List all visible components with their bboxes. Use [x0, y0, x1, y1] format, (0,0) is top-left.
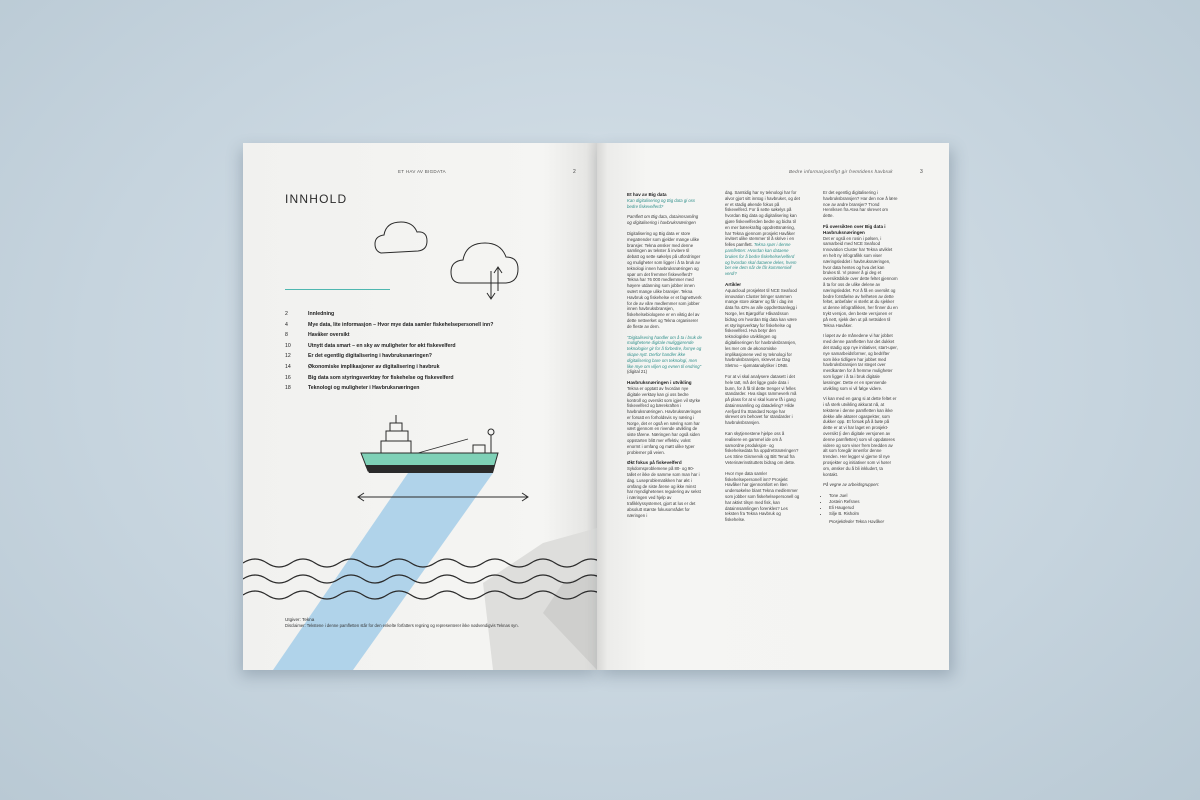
toc-entry[interactable] [285, 351, 585, 362]
cloud-upload-icon [451, 243, 518, 283]
running-head: Bedre informasjonsflyt gir fremtidens havbruk [789, 169, 893, 174]
toc-entry[interactable] [285, 341, 585, 352]
toc-page: 8 [285, 332, 288, 339]
paragraph [725, 190, 800, 277]
toc-divider [285, 289, 390, 290]
paragraph: Tekna er opptatt av hvordan nye digitale verktøy kan gi oss bedre kontroll og oversikt som igjen vil styrke fiskevelferd og bærekraften i havbruksnæringen. Havbruksnæringen er forsatt en forholdsvis ny næring i Norge, det er også en næring som har vært gjennom en rivende utvikling de siste tårene. Næringen har også siden oppstarten blitt mer effektiv, vokst enormt i omfang og møtt ulike typer problemer på veien. [627, 385, 702, 455]
paragraph: For at vi skal analysere datasett i det hele tatt, må det ligge gode data i bunn, for å få til dette trenger vi felles standarder. Hva slags rammeverk må på plass for at vi skal kunne få i gang datainnsamling og datadeling? Hilde Arefjord fra Standard Norge har skrevet om behovet for standarder i havbruksbransjen. [725, 373, 797, 426]
paragraph: Sykdomsproblemene på 80- og 90- tallet er ikke de samme som man har i dag. Luseproblematikken har økt i omfang de siste årene og ikke minst har myndighetenes regulering av sekst i næringen ved hjelp av trafikklyssystemet, gjort at lus er det absolutt største fokusområdet for næringen i [627, 466, 701, 518]
publisher-info [285, 617, 585, 629]
paragraph: Er det egentlig digitalisering i havbruksbransjen? Har den noe å lære noe av andre bransjer? Trond Henriksen fra Atea har skrevet om dette. [823, 190, 898, 219]
toc-entry-title: Utnytt data smart – en sky av muligheter for økt fiskevelferd [308, 342, 456, 349]
quote-text: "Digitalisering handler om å ta i bruk de mulighetene digitale muliggjørende teknologier gir for å forbedre, fornye og skape nytt. Derfor handler ikke digitalisering bare om teknologi, men like mye om viljen og evnen til endring" [627, 334, 702, 369]
toc-entry[interactable] [285, 373, 585, 384]
section-heading: Få oversikten over Big data i Havbruksnæringen [823, 223, 886, 235]
section-heading: Artikler [725, 281, 742, 287]
page-number: 2 [573, 169, 576, 175]
water-beam-shape [273, 473, 493, 670]
toc-entry[interactable] [285, 309, 585, 320]
toc-entry[interactable] [285, 362, 585, 373]
disclaimer-line: Disclaimer: Tekstene i denne pamfletten står for den enkelte forfatters regning og representerer ikke nødvendigvis Teknas syn. [285, 623, 519, 628]
toc-page: 12 [285, 353, 291, 360]
text-column-3 [823, 190, 898, 530]
toc-page: 4 [285, 321, 288, 328]
toc-entry-title: Innledning [308, 311, 335, 317]
cloud-icon-small [375, 222, 427, 253]
paragraph: Digitalisering og Big data er store megatrender som gjelder mange ulike bransjer. Tekna ønsker med denne samlingen av tekster å invitere til debatt og sette søkelys på utfordringer og muligheter som ligger i å ta bruk av teknologi innen havbruksnæringen og spør om det fremmer fiskevelferd? Tekna har 76 000 medlemmer med høyere utdanning som jobber innen svært mange ulike bransjer. Tekna Havbruk og fiskehelse er et fagnettverk for de av våre medlemmer som jobber innen havbruksbransjen, fiskehelsebiologene er en viktig del av dette nettverket og Tekna organiserer de fleste av dem. [627, 230, 702, 329]
pull-quote [627, 335, 702, 376]
toc-entry[interactable] [285, 320, 585, 331]
article-intro: Pamflett om Big data, datainnsamling og digitalisering i havbruksnæringen [627, 214, 699, 226]
author-name: • Jostein Refsnes [829, 499, 898, 505]
paragraph: I løpet av de månedene vi har jobbet med denne pamfletten har det dukket det stadig opp nye initiativer, start-uper, nye samarbeidsformer, og bedrifter som ikke tidligere har jobbet med havbruksbransjen tar steget over merdkanten for å fremme muligheter som ligger i å ta i bruk digitale løsninger. Dette er en spennende utvikling som vi vil følge videre. [823, 333, 898, 391]
author-name: • Eli Haugerud [829, 505, 898, 511]
paragraph: Vi kan med en gang si at dette feltet er i så sterk utvikling akkurat nå, at tekstene i denne pamfletten kan ikke dekke alle aktører ogaspekter, som dukker opp. Et forsøk på å bøte på dette er at vi har laget en prosjekt-oversikt (i den digitale versjonen av denne pamfletten) som vil oppdateres videre og som viser frem bredden av alt som foregår innenfor denne trenden. Her legger vi gjerne til nye prosjekter og initiativer som vi hører om, ønsker du å bli inkludert, ta kontakt. [823, 396, 897, 477]
author-name: • Silje B. Risholm [829, 511, 898, 517]
section-heading: Økt fokus på fiskevelferd [627, 460, 682, 466]
toc-page: 18 [285, 385, 291, 392]
text-column-1 [627, 190, 702, 523]
toc-entry[interactable] [285, 330, 585, 341]
author-name: • Tone Juel [829, 493, 898, 499]
right-page [597, 143, 949, 670]
quote-source: (digital 21) [627, 369, 648, 375]
signoff: På vegne av arbeidsgruppen: [823, 482, 880, 488]
toc-page: 14 [285, 363, 291, 370]
paragraph: Det er også en rosin i pølsen, i samarbeid med NCE Seafood Innovation Cluster har Tekna utviklet en helt ny infografikk som viser næringsleddet i havbruksnæringen, hvor data hentes og hva det kan brukes til. Vi prøver å gi deg et oversiktsbilde over dette feltet gjennom å ta for oss de ulike delene av næringsleddet. For å få en oversikt og bedre forståelse av helheten av dette feltet, anbefaler vi sterkt at du sjekker ut denne infografikken, her finner du en trykt versjon, den beste versjonen er på nett, sjekk den ut på nettsiden til Tekna Havåker. [823, 235, 898, 328]
toc-entry-title: Big data som styringsverktøy for fiskehelse og fiskevelferd [308, 374, 454, 381]
toc-entry-title: Teknologi og muligheter i Havbruksnæringen [308, 385, 420, 392]
paragraph-text: dag. Samtidig har ny teknologi har for alvor gjort sitt inntog i havbruket, og det er et stadig økende fokus på fiskevelferd. For å sette søkelys på hvordan Big data og digitalisering kan gjøre fiskevelferden bedre og bidra til en mer bærekraftig oppdrettsnæring, har Tekna gjennom prosjekt Havåker invitert ulike stemmer til å skrive i en felles pamflett. [725, 190, 800, 248]
author-list [823, 493, 898, 516]
toc-entry-title: Havåker oversikt [308, 332, 350, 339]
paragraph: Kan skytjenestene hjelpe oss å realisere en gammel ide om å samordne produksjon- og fiskehelsedata fra oppdrettsnæringen? Les Stine Gismervik og Bitt Terud fra Veterinærinstituttets bidrag om dette. [725, 431, 799, 466]
paragraph: Aquacloud prosjektet til NCE Seafood innovation Cluster bringer sammen mange store aktører og får i dag inn data fra 42% av alle oppdrettsanlegg i Norge, les Bjørgolfur Håvardsson bidrag om hvordan Big data kan være et styringsverktøy for fiskehelse og fiskevelferd. Hva betyr den teknologiske utviklingen og digitaliseringen for havbruksbransjen, les mer om de økonomiske implikasjonene ved ny teknologi for havbruksbransjen, skrevet av Dag Sletmo – sjømatanalytiker i DNB. [725, 287, 798, 369]
running-head: ET HAV AV BIGDATA [398, 169, 446, 174]
toc-title: INNHOLD [285, 192, 348, 206]
toc-page: 16 [285, 374, 291, 381]
article-heading: Et hav av Big data [627, 192, 667, 197]
toc-page: 2 [285, 311, 288, 317]
ship-icon [361, 415, 498, 473]
toc-entry-title: Økonomiske implikasjoner av digitalisering i havbruk [308, 363, 440, 370]
toc-entry-title: Mye data, lite informasjon – Hvor mye data samler fiskehelsepersonell inn? [308, 321, 494, 328]
left-page [243, 143, 597, 670]
author-role: Prosjektleder Tekna Havåker [829, 519, 885, 525]
toc-entry[interactable] [285, 383, 585, 394]
section-heading: Havbruksnæringen i utvikling [627, 380, 692, 386]
toc-page: 10 [285, 342, 291, 349]
table-of-contents [285, 309, 585, 394]
publisher-line: Utgiver: Tekna [285, 617, 315, 622]
text-column-2 [725, 190, 800, 528]
toc-entry-title: Er det egentlig digitalisering i havbruksnæringen? [308, 353, 432, 360]
paragraph: Hvor mye data samler fiskehelsepersonell inn? Prosjekt Havåker har gjennomført en liten undersøkelse blant Tekna medlemmer som jobber som fiskehelsepersonell og har aktivt tilsyn med fisk, kan datainnsamlingen forenkles? Les teksten fra Tekna Havbruk og fiskehelse. [725, 470, 800, 523]
highlighted-question: Tekna spør i denne pamfletten: Hvordan kan dataene brukes for å bedre fiskehelse/velferd og hvordan skal dataene deles, hvem ber eie dem når de får kommersiell verdi? [725, 242, 797, 277]
contents-illustration [243, 143, 597, 670]
article-lead: Kan digitalisering og Big data gi oss bedre fiskevelferd? [627, 197, 696, 209]
page-number: 3 [920, 169, 923, 175]
